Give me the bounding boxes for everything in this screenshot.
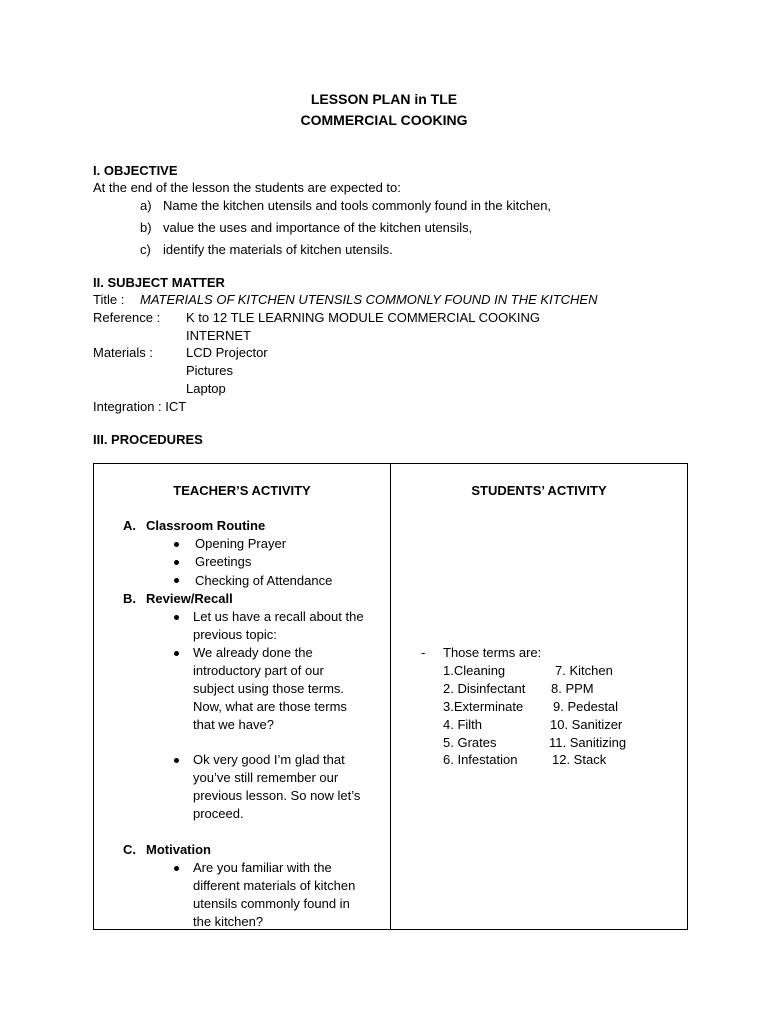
recall-text-line: Let us have a recall about the [193,609,364,624]
subject-matter-heading: II. SUBJECT MATTER [93,275,225,290]
term-item: 10. Sanitizer [550,717,623,732]
teacher-activity-header: TEACHER’S ACTIVITY [173,483,311,498]
integration-line: Integration : ICT [93,399,187,414]
term-item: 3.Exterminate [443,699,524,714]
objective-intro: At the end of the lesson the students are expected to: [93,180,401,195]
recall-text-line: introductory part of our [193,663,324,678]
objective-marker-a: a) [140,198,152,213]
routine-item: Opening Prayer [195,536,287,551]
bullet-icon [174,651,179,656]
term-item: 2. Disinfectant [443,681,526,696]
page-title: LESSON PLAN in TLE [310,91,458,107]
recall-text-line: you’ve still remember our [193,770,339,785]
section-a-marker: A. [123,518,136,533]
bullet-icon [174,866,179,871]
section-b-title: Review/Recall [146,591,233,606]
recall-text-line: subject using those terms. [193,681,345,696]
routine-item: Checking of Attendance [195,573,333,588]
page-subtitle: COMMERCIAL COOKING [300,112,468,128]
recall-text-line: proceed. [193,806,244,821]
section-c-marker: C. [123,842,136,857]
term-item: 1.Cleaning [443,663,506,678]
recall-text-line: Now, what are those terms [193,699,347,714]
reference-value-2: INTERNET [186,328,251,343]
materials-label: Materials : [93,345,153,360]
term-item: 9. Pedestal [553,699,619,714]
procedures-heading: III. PROCEDURES [93,432,203,447]
reference-label: Reference : [93,310,161,325]
term-item: 12. Stack [552,752,607,767]
objective-item-a: Name the kitchen utensils and tools commonly found in the kitchen, [163,198,552,213]
term-item: 11. Sanitizing [549,735,627,750]
table-column-divider [390,464,391,929]
recall-text-line: previous topic: [193,627,277,642]
recall-text-line: previous lesson. So now let’s [193,788,361,803]
bullet-icon [174,560,179,565]
bullet-icon [174,578,179,583]
title-value: MATERIALS OF KITCHEN UTENSILS COMMONLY FOUND IN THE KITCHEN [140,292,598,307]
term-item: 8. PPM [551,681,594,696]
materials-value-1: LCD Projector [186,345,268,360]
reference-value-1: K to 12 TLE LEARNING MODULE COMMERCIAL COOKING [186,310,540,325]
materials-value-3: Laptop [186,381,226,396]
objective-marker-c: c) [140,242,151,257]
objective-item-b: value the uses and importance of the kitchen utensils, [163,220,473,235]
objective-heading: I. OBJECTIVE [93,163,178,178]
recall-text-line: that we have? [193,717,274,732]
term-item: 7. Kitchen [555,663,613,678]
section-a-title: Classroom Routine [146,518,266,533]
term-item: 4. Filth [443,717,483,732]
title-label: Title : [93,292,125,307]
term-item: 6. Infestation [443,752,518,767]
objective-marker-b: b) [140,220,152,235]
section-b-marker: B. [123,591,136,606]
students-intro: Those terms are: [443,645,542,660]
recall-text-line: We already done the [193,645,313,660]
recall-text-line: Ok very good I’m glad that [193,752,345,767]
routine-item: Greetings [195,554,252,569]
term-item: 5. Grates [443,735,497,750]
motivation-text-line: different materials of kitchen [193,878,356,893]
section-c-title: Motivation [146,842,211,857]
bullet-icon [174,758,179,763]
motivation-text-line: the kitchen? [193,914,264,929]
students-dash: - [421,645,426,660]
objective-item-c: identify the materials of kitchen utensils. [163,242,393,257]
bullet-icon [174,542,179,547]
materials-value-2: Pictures [186,363,233,378]
bullet-icon [174,615,179,620]
students-activity-header: STUDENTS’ ACTIVITY [471,483,607,498]
procedures-table [93,463,688,930]
motivation-text-line: Are you familiar with the [193,860,332,875]
motivation-text-line: utensils commonly found in [193,896,350,911]
